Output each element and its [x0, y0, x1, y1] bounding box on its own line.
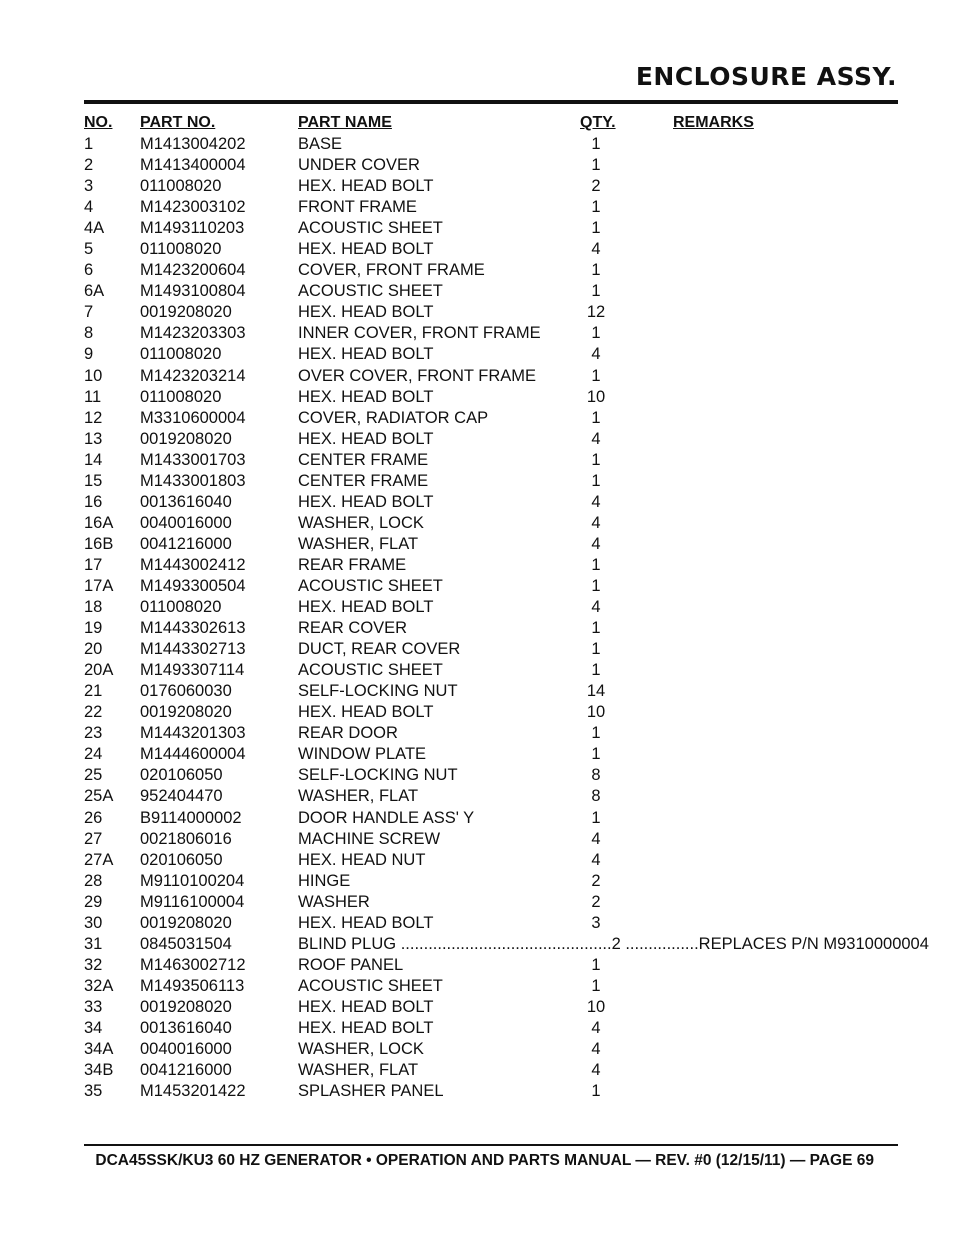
table-row: [0, 639, 954, 660]
part-number-index: 3: [84, 177, 94, 196]
part-quantity: 1: [591, 955, 601, 974]
part-quantity: 1: [591, 450, 601, 469]
part-number-index: 17: [84, 555, 103, 574]
part-quantity: 10: [586, 703, 606, 722]
part-number: M1423203303: [140, 324, 246, 343]
part-number: 011008020: [140, 387, 222, 406]
table-row: [0, 155, 954, 176]
part-quantity: 1: [591, 156, 601, 175]
table-row: [0, 808, 954, 829]
part-number: M1443302713: [140, 640, 246, 659]
part-number: M3310600004: [140, 408, 246, 427]
table-row: [0, 765, 954, 786]
part-name: SELF-LOCKING NUT: [298, 682, 458, 701]
part-number-index: 30: [84, 913, 103, 932]
column-header-part-no: PART NO.: [140, 114, 216, 131]
table-row: [0, 618, 954, 639]
part-quantity: 2: [591, 892, 601, 911]
part-number: 0019208020: [140, 703, 232, 722]
part-quantity: 2: [591, 871, 601, 890]
part-name: HEX. HEAD BOLT: [298, 429, 434, 448]
part-name: HEX. HEAD BOLT: [298, 913, 434, 932]
table-row: [0, 681, 954, 702]
part-quantity: 1: [591, 324, 601, 343]
part-number: 0013616040: [140, 492, 232, 511]
part-quantity: 4: [591, 1040, 601, 1059]
part-quantity: 1: [591, 366, 601, 385]
part-name: HINGE: [298, 871, 351, 890]
table-row: [0, 829, 954, 850]
part-number: 0040016000: [140, 513, 232, 532]
table-header: [0, 114, 954, 135]
part-quantity: 1: [591, 661, 601, 680]
part-quantity: 1: [591, 640, 601, 659]
part-number-index: 34: [84, 1018, 103, 1037]
table-row: [0, 660, 954, 681]
part-name: OVER COVER, FRONT FRAME: [298, 366, 537, 385]
part-name: REAR FRAME: [298, 555, 407, 574]
table-row: [0, 1060, 954, 1081]
part-name: HEX. HEAD BOLT: [298, 598, 434, 617]
part-name: COVER, RADIATOR CAP: [298, 408, 489, 427]
table-row: [0, 786, 954, 807]
part-name: HEX. HEAD BOLT: [298, 492, 434, 511]
part-number-index: 16: [84, 492, 103, 511]
part-number-index: 20A: [84, 661, 114, 680]
part-number: 0176060030: [140, 682, 232, 701]
part-number-index: 31: [84, 934, 103, 953]
table-row: [0, 408, 954, 429]
part-quantity: 1: [591, 745, 601, 764]
part-number: 952404470: [140, 787, 223, 806]
table-row: [0, 597, 954, 618]
part-name: HEX. HEAD BOLT: [298, 303, 434, 322]
part-number-index: 25A: [84, 787, 114, 806]
table-row: [0, 239, 954, 260]
part-quantity: 10: [586, 387, 606, 406]
part-number: 0019208020: [140, 429, 232, 448]
part-quantity: 1: [591, 808, 601, 827]
table-row: [0, 450, 954, 471]
part-number-index: 1: [84, 135, 94, 153]
part-name: INNER COVER, FRONT FRAME: [298, 324, 541, 343]
column-header-qty: QTY.: [580, 114, 616, 131]
table-row: [0, 871, 954, 892]
part-number: 0013616040: [140, 1018, 232, 1037]
table-row: [0, 513, 954, 534]
part-number-index: 23: [84, 724, 103, 743]
part-number: M1493506113: [140, 976, 245, 995]
part-name: SELF-LOCKING NUT: [298, 766, 458, 785]
part-number: M1413004202: [140, 135, 246, 153]
part-number: M9110100204: [140, 871, 245, 890]
part-number: M1463002712: [140, 955, 246, 974]
part-number-index: 20: [84, 640, 103, 659]
table-row: [0, 387, 954, 408]
table-row: [0, 281, 954, 302]
part-number: M1493100804: [140, 282, 246, 301]
part-number: 0041216000: [140, 1061, 232, 1080]
part-name: COVER, FRONT FRAME: [298, 261, 485, 280]
part-quantity: 1: [591, 555, 601, 574]
part-number: M1493300504: [140, 576, 246, 595]
part-name: WASHER, FLAT: [298, 787, 419, 806]
part-number-index: 29: [84, 892, 103, 911]
part-number: 020106050: [140, 850, 223, 869]
part-quantity: 4: [591, 429, 601, 448]
table-row: [0, 1039, 954, 1060]
table-row: [0, 723, 954, 744]
part-number: B9114000002: [140, 808, 242, 827]
table-row: [0, 344, 954, 365]
part-quantity: 4: [591, 598, 601, 617]
part-number-index: 16B: [84, 534, 114, 553]
table-row: [0, 1081, 954, 1102]
part-name: UNDER COVER: [298, 156, 420, 175]
part-number-index: 10: [84, 366, 103, 385]
table-row: [0, 702, 954, 723]
part-number-index: 17A: [84, 576, 114, 595]
part-quantity: 4: [591, 829, 601, 848]
part-number: 0845031504: [140, 934, 232, 953]
part-number-index: 13: [84, 429, 103, 448]
part-number: 011008020: [140, 240, 222, 259]
part-number-index: 16A: [84, 513, 114, 532]
part-number-index: 6: [84, 261, 94, 280]
part-name: WASHER, LOCK: [298, 513, 424, 532]
parts-list: [0, 134, 954, 1102]
part-number-index: 8: [84, 324, 94, 343]
part-number: 020106050: [140, 766, 223, 785]
part-quantity: 1: [591, 1082, 601, 1101]
part-name: SPLASHER PANEL: [298, 1082, 444, 1101]
table-row: [0, 955, 954, 976]
table-row: [0, 197, 954, 218]
part-number-index: 11: [84, 387, 102, 406]
part-quantity: 3: [591, 913, 601, 932]
part-quantity: 2: [591, 177, 601, 196]
table-row: [0, 576, 954, 597]
part-name: WASHER, FLAT: [298, 1061, 419, 1080]
part-name: HEX. HEAD BOLT: [298, 703, 434, 722]
part-name: WASHER: [298, 892, 370, 911]
part-number: 0019208020: [140, 997, 232, 1016]
part-quantity: 4: [591, 534, 601, 553]
part-number-index: 25: [84, 766, 103, 785]
part-number-index: 7: [84, 303, 94, 322]
part-number-index: 2: [84, 156, 94, 175]
part-name: WINDOW PLATE: [298, 745, 427, 764]
part-number-index: 21: [84, 682, 103, 701]
part-number: 011008020: [140, 177, 222, 196]
part-number: M9116100004: [140, 892, 245, 911]
part-name: HEX. HEAD NUT: [298, 850, 426, 869]
part-quantity: 4: [591, 1018, 601, 1037]
header-rule: [84, 100, 898, 104]
part-number-index: 12: [84, 408, 103, 427]
part-name: HEX. HEAD BOLT: [298, 1018, 434, 1037]
part-number: 0041216000: [140, 534, 232, 553]
table-row: [0, 913, 954, 934]
part-quantity: 12: [586, 303, 606, 322]
part-number-index: 28: [84, 871, 103, 890]
part-name: HEX. HEAD BOLT: [298, 387, 434, 406]
part-name: HEX. HEAD BOLT: [298, 240, 434, 259]
part-number-index: 27: [84, 829, 103, 848]
part-number: M1423200604: [140, 261, 246, 280]
part-number-index: 18: [84, 598, 103, 617]
table-row: [0, 323, 954, 344]
part-name: ACOUSTIC SHEET: [298, 576, 443, 595]
part-name: ACOUSTIC SHEET: [298, 661, 443, 680]
part-number-index: 15: [84, 471, 103, 490]
part-quantity: 1: [591, 261, 601, 280]
part-name: ACOUSTIC SHEET: [298, 282, 443, 301]
part-name: CENTER FRAME: [298, 450, 429, 469]
part-number-index: 34B: [84, 1061, 114, 1080]
part-name: HEX. HEAD BOLT: [298, 997, 434, 1016]
part-number: M1423203214: [140, 366, 246, 385]
part-name: DOOR HANDLE ASS' Y: [298, 808, 475, 827]
table-row: [0, 176, 954, 197]
part-number: M1433001703: [140, 450, 246, 469]
part-name: WASHER, LOCK: [298, 1040, 424, 1059]
part-quantity: 4: [591, 1061, 601, 1080]
table-row: [0, 260, 954, 281]
part-quantity: 4: [591, 850, 601, 869]
column-header-remarks: REMARKS: [673, 114, 754, 131]
page-footer: DCA45SSK/KU3 60 HZ GENERATOR • OPERATION AND PARTS MANUAL — REV. #0 (12/15/11) — PAGE 69: [95, 1152, 874, 1169]
part-number: M1444600004: [140, 745, 246, 764]
column-header-no: NO.: [84, 114, 113, 131]
part-quantity: 1: [591, 976, 601, 995]
part-quantity: 1: [591, 619, 601, 638]
part-quantity: 1: [591, 408, 601, 427]
part-number-index: 22: [84, 703, 103, 722]
part-quantity: 4: [591, 345, 601, 364]
part-quantity: 8: [591, 766, 601, 785]
part-number: M1443201303: [140, 724, 246, 743]
part-name: DUCT, REAR COVER: [298, 640, 461, 659]
part-number-index: 5: [84, 240, 94, 259]
part-name: REAR DOOR: [298, 724, 398, 743]
table-row: [0, 555, 954, 576]
part-quantity: 1: [591, 576, 601, 595]
part-name: HEX. HEAD BOLT: [298, 177, 434, 196]
part-quantity: 1: [591, 724, 601, 743]
table-row: [0, 302, 954, 323]
part-number-index: 19: [84, 619, 103, 638]
table-row: [0, 534, 954, 555]
part-name: BASE: [298, 135, 343, 153]
part-name: ACOUSTIC SHEET: [298, 976, 443, 995]
table-row: [0, 429, 954, 450]
table-row: [0, 1018, 954, 1039]
part-number-index: 4: [84, 198, 94, 217]
part-number-index: 33: [84, 997, 103, 1016]
part-quantity: 1: [591, 471, 601, 490]
part-number-index: 24: [84, 745, 103, 764]
part-name: REAR COVER: [298, 619, 408, 638]
page-title: ENCLOSURE ASSY.: [635, 62, 897, 91]
part-number-index: 4A: [84, 219, 105, 238]
part-number: 011008020: [140, 598, 222, 617]
part-quantity: 10: [586, 997, 606, 1016]
table-row: [0, 134, 954, 155]
part-number: 0019208020: [140, 913, 232, 932]
part-number: 0019208020: [140, 303, 232, 322]
part-number: 0021806016: [140, 829, 232, 848]
table-row: [0, 997, 954, 1018]
part-number-index: 14: [84, 450, 103, 469]
part-name: ROOF PANEL: [298, 955, 404, 974]
part-quantity: 8: [591, 787, 601, 806]
table-row: [0, 218, 954, 239]
table-row: [0, 934, 954, 955]
part-number: M1413400004: [140, 156, 246, 175]
part-number: M1453201422: [140, 1082, 246, 1101]
part-number: M1433001803: [140, 471, 246, 490]
part-number-index: 32A: [84, 976, 114, 995]
part-quantity: 1: [591, 219, 601, 238]
footer-rule: [84, 1144, 898, 1146]
part-number-index: 9: [84, 345, 94, 364]
part-number-index: 27A: [84, 850, 114, 869]
part-number-index: 32: [84, 955, 103, 974]
part-name: ACOUSTIC SHEET: [298, 219, 443, 238]
table-row: [0, 744, 954, 765]
table-row: [0, 850, 954, 871]
part-number: M1493110203: [140, 219, 245, 238]
column-header-part-name: PART NAME: [298, 114, 392, 131]
part-quantity: 1: [591, 282, 601, 301]
part-number: M1443302613: [140, 619, 246, 638]
part-quantity: 1: [591, 198, 601, 217]
part-number: 011008020: [140, 345, 222, 364]
part-name: FRONT FRAME: [298, 198, 417, 217]
part-name: WASHER, FLAT: [298, 534, 419, 553]
part-number: M1443002412: [140, 555, 246, 574]
part-number: 0040016000: [140, 1040, 232, 1059]
part-quantity: 1: [591, 135, 601, 153]
part-quantity: 4: [591, 240, 601, 259]
part-name: HEX. HEAD BOLT: [298, 345, 434, 364]
part-name: CENTER FRAME: [298, 471, 429, 490]
part-number-index: 26: [84, 808, 103, 827]
table-row: [0, 366, 954, 387]
part-number: M1493307114: [140, 661, 245, 680]
part-number-index: 6A: [84, 282, 105, 301]
part-number: M1423003102: [140, 198, 246, 217]
part-name: MACHINE SCREW: [298, 829, 441, 848]
part-quantity: 4: [591, 492, 601, 511]
table-row: [0, 976, 954, 997]
table-row: [0, 492, 954, 513]
part-number-index: 35: [84, 1082, 103, 1101]
part-number-index: 34A: [84, 1040, 114, 1059]
part-quantity: 4: [591, 513, 601, 532]
table-row: [0, 471, 954, 492]
part-name-with-remarks: BLIND PLUG ..............................................2 ................REPLACES P/N M9310000004: [298, 934, 929, 953]
part-quantity: 14: [586, 682, 606, 701]
table-row: [0, 892, 954, 913]
